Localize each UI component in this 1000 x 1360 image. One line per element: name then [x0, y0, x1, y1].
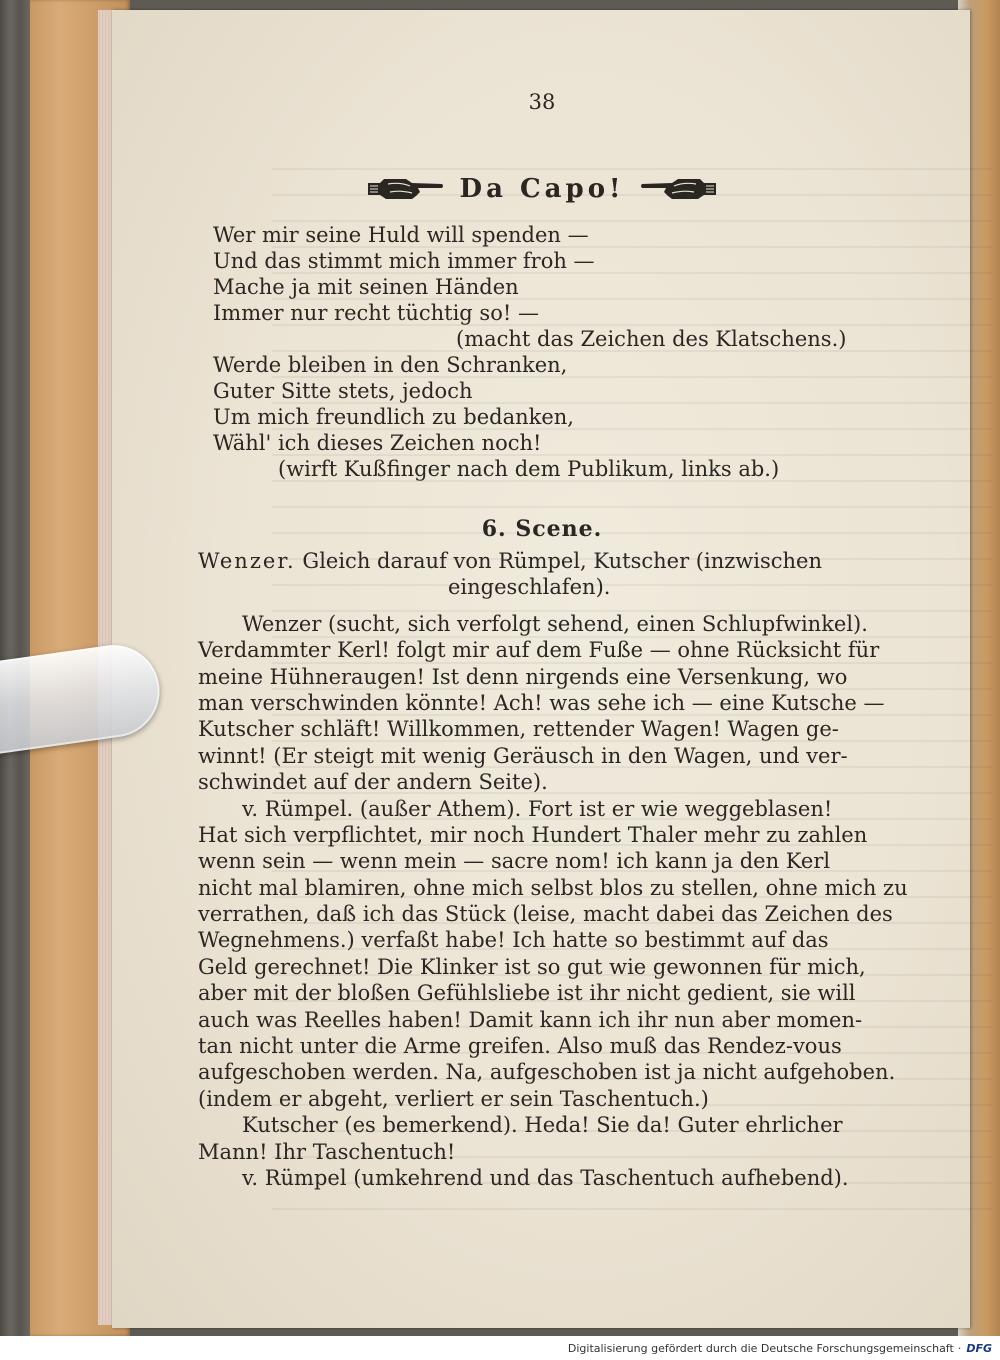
scene-heading: 6. Scene.: [481, 516, 603, 542]
prose-line: winnt! (Er steigt mit wenig Geräusch in den Wagen, und ver-: [198, 743, 848, 768]
prose-line: meine Hühneraugen! Ist denn nirgends eine Versenkung, wo: [198, 664, 848, 689]
paragraph-wenzer: [198, 611, 886, 796]
verse-line: Um mich freundlich zu bedanken,: [213, 405, 574, 429]
verse-line: Wer mir seine Huld will spenden —: [213, 223, 589, 247]
verse-line: Und das stimmt mich immer froh —: [213, 249, 595, 273]
prose-line: Verdammter Kerl! folgt mir auf dem Fuße — ohne Rücksicht für: [198, 638, 880, 663]
verse-line: Wähl' ich dieses Zeichen noch!: [213, 431, 542, 455]
paragraph-kutscher: [198, 1112, 886, 1165]
footer-separator: ·: [957, 1341, 962, 1355]
cast-text: Gleich darauf von Rümpel, Kutscher (inzwischen: [302, 549, 823, 573]
page-content: [198, 90, 908, 1191]
prose-line: Mann! Ihr Taschentuch!: [198, 1139, 456, 1164]
dfg-logo: DFG: [966, 1341, 992, 1355]
prose-line: man verschwinden könnte! Ach! was sehe ich — eine Kutsche —: [198, 690, 885, 715]
stage-direction: (wirft Kußfinger nach dem Publikum, links ab.): [278, 457, 780, 481]
prose-line: Hat sich verpflichtet, mir noch Hundert Thaler mehr zu zahlen: [198, 822, 868, 847]
prose-line: Geld gerechnet! Die Klinker ist so gut wie gewonnen für mich,: [198, 954, 866, 979]
prose-line: tan nicht unter die Arme greifen. Also muß das Rendez-vous: [198, 1034, 842, 1059]
prose-line: schwindet auf der andern Seite).: [198, 770, 548, 795]
prose-line: v. Rümpel. (außer Athem). Fort ist er wie weggeblasen!: [242, 796, 833, 821]
cast-name: Wenzer.: [198, 549, 296, 573]
prose-line: Kutscher (es bemerkend). Heda! Sie da! Guter ehrlicher: [242, 1113, 843, 1138]
prose-line: verrathen, daß ich das Stück (leise, macht dabei das Zeichen des: [198, 902, 893, 927]
stage-direction: (macht das Zeichen des Klatschens.): [456, 327, 847, 351]
pointing-hand-right-icon: [366, 174, 444, 204]
prose-line: aber mit der bloßen Gefühlsliebe ist ihr nicht gedient, sie will: [198, 981, 856, 1006]
verse-line: Immer nur recht tüchtig so! —: [213, 301, 539, 325]
spacer: [198, 601, 886, 611]
prose-line: wenn sein — wenn mein — sacre nom! ich kann ja den Kerl: [198, 849, 831, 874]
page-number: 38: [528, 90, 556, 114]
paragraph-ruempel: [198, 796, 908, 1113]
verse-line: Mache ja mit seinen Händen: [213, 275, 519, 299]
verse-line: Guter Sitte stets, jedoch: [213, 379, 473, 403]
paragraph-ruempel-2: [198, 1165, 886, 1191]
cast-line: [198, 548, 886, 574]
footer-text: Digitalisierung gefördert durch die Deutsche Forschungsgemeinschaft: [567, 1341, 954, 1355]
title-row: [198, 164, 886, 214]
digitization-footer: [0, 1336, 1000, 1360]
pointing-hand-left-icon: [640, 174, 718, 204]
prose-line: v. Rümpel (umkehrend und das Taschentuch aufhebend).: [242, 1165, 849, 1190]
verse-line: Werde bleiben in den Schranken,: [213, 353, 568, 377]
prose-line: Wegnehmens.) verfaßt habe! Ich hatte so bestimmt auf das: [198, 928, 829, 953]
prose-line: nicht mal blamiren, ohne mich selbst blos zu stellen, ohne mich zu: [198, 875, 908, 900]
cast-line: eingeschlafen).: [448, 575, 611, 600]
prose-line: auch was Reelles haben! Damit kann ich ihr nun aber momen-: [198, 1007, 863, 1032]
prose-line: Wenzer (sucht, sich verfolgt sehend, einen Schlupfwinkel).: [242, 611, 868, 636]
page-title: Da Capo!: [459, 174, 625, 204]
prose-line: (indem er abgeht, verliert er sein Taschentuch.): [198, 1086, 709, 1111]
verse-block: [198, 222, 886, 482]
cast-list: [198, 548, 886, 601]
prose-line: aufgeschoben werden. Na, aufgeschoben ist ja nicht aufgehoben.: [198, 1060, 896, 1085]
prose-line: Kutscher schläft! Willkommen, rettender Wagen! Wagen ge-: [198, 717, 839, 742]
